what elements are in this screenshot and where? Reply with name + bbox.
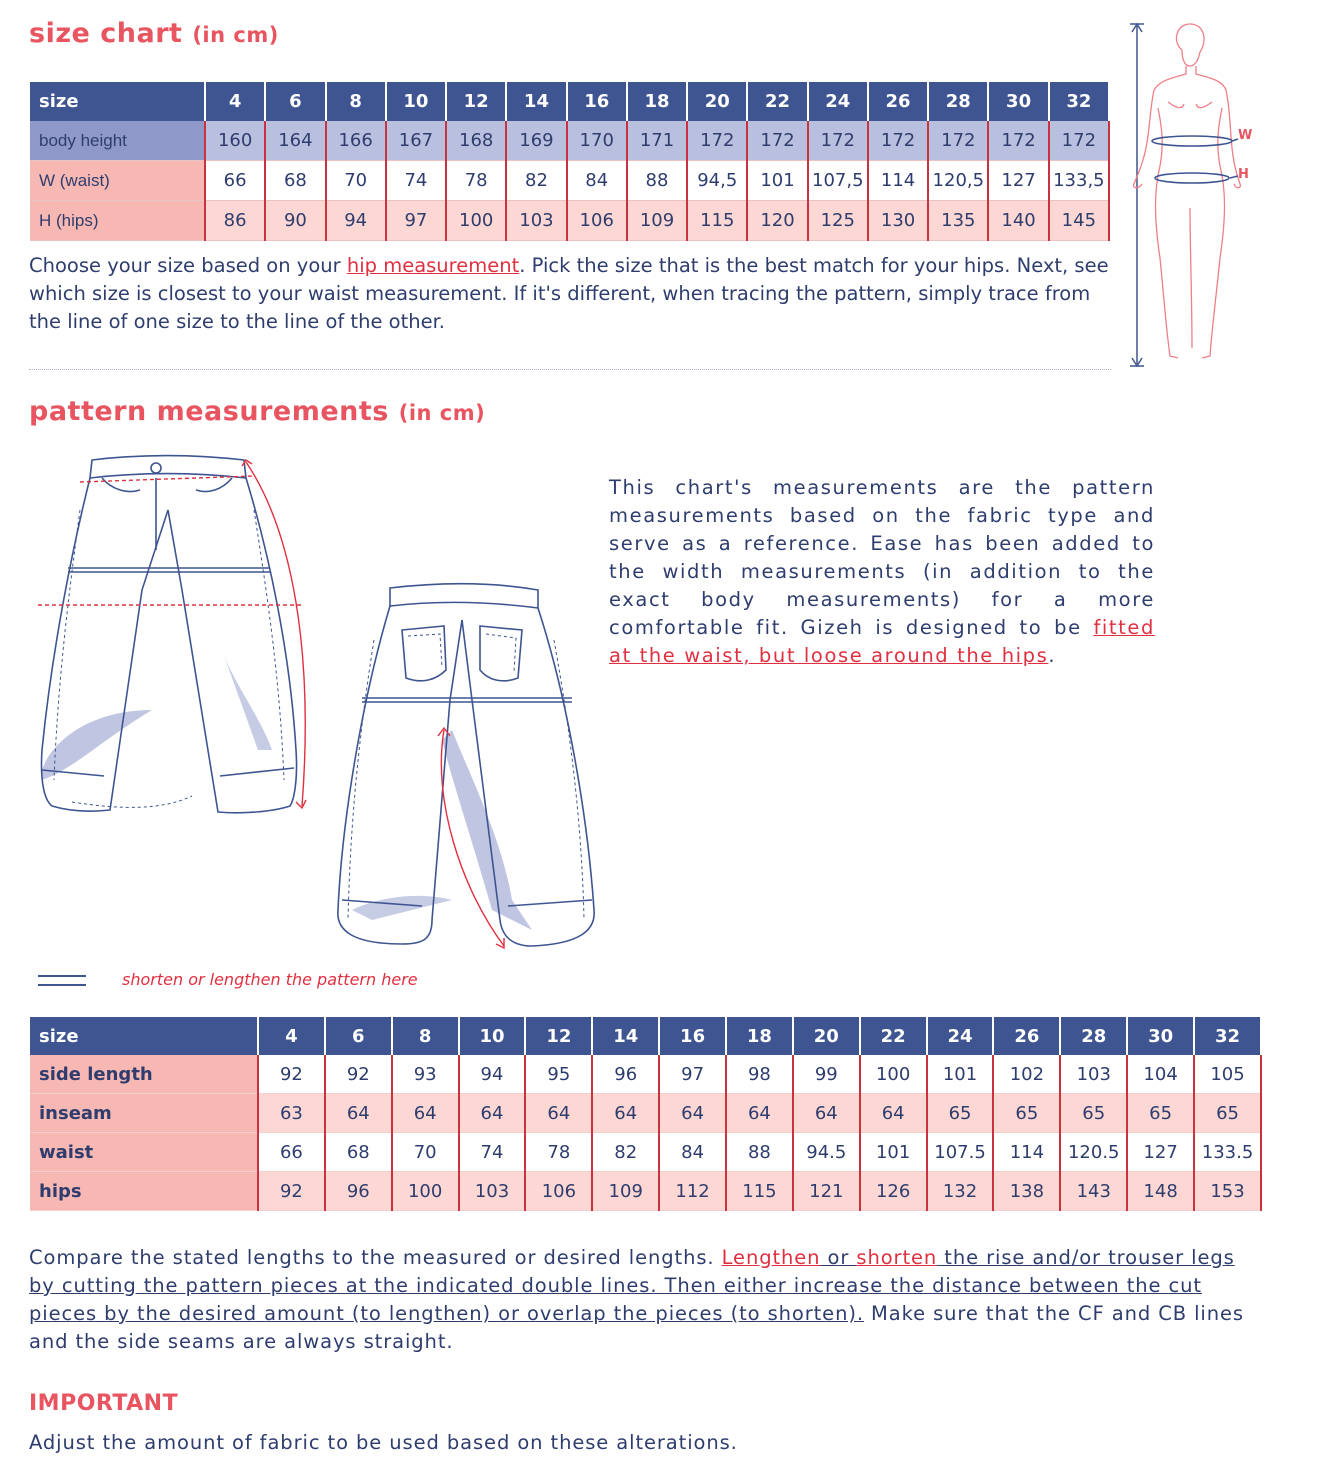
table-cell: 170 xyxy=(567,121,627,161)
table-cell: 172 xyxy=(868,121,928,161)
table-cell: 68 xyxy=(265,161,325,201)
table-cell: 112 xyxy=(659,1172,726,1211)
size-header-cell: 20 xyxy=(687,82,747,121)
size-header-cell: 10 xyxy=(459,1017,526,1055)
table-cell: 74 xyxy=(459,1133,526,1172)
size-header-cell: 22 xyxy=(860,1017,927,1055)
table-cell: 68 xyxy=(325,1133,392,1172)
table-cell: 94,5 xyxy=(687,161,747,201)
table-cell: 143 xyxy=(1060,1172,1127,1211)
table-cell: 84 xyxy=(567,161,627,201)
size-chart-row-body-height xyxy=(30,121,1109,161)
pattern-table-header-row xyxy=(30,1017,1261,1055)
body-figure-illustration xyxy=(1120,18,1260,378)
table-cell: 168 xyxy=(446,121,506,161)
pattern-description: This chart's measurements are the pattern measurements based on the fabric type and serve as a reference. Ease has been added to the width measurements (in addition to the exact body measurements) for a more comfortable fit. Gizeh is designed to be fitted at the waist, but loose around the hips. xyxy=(609,476,1155,667)
size-chart-table xyxy=(30,82,1110,241)
table-cell: 88 xyxy=(726,1133,793,1172)
table-cell: 153 xyxy=(1194,1172,1261,1211)
table-cell: 92 xyxy=(258,1172,325,1211)
pattern-row-hips xyxy=(30,1172,1261,1211)
table-cell: 95 xyxy=(525,1055,592,1094)
table-cell: 103 xyxy=(506,201,566,241)
size-header-cell: 32 xyxy=(1194,1017,1261,1055)
table-cell: 66 xyxy=(205,161,265,201)
table-cell: 78 xyxy=(446,161,506,201)
table-cell: 64 xyxy=(392,1094,459,1133)
size-header-cell: 30 xyxy=(1127,1017,1194,1055)
table-cell: 109 xyxy=(592,1172,659,1211)
table-cell: 104 xyxy=(1127,1055,1194,1094)
table-cell: 98 xyxy=(726,1055,793,1094)
table-cell: 115 xyxy=(726,1172,793,1211)
pattern-row-side-length xyxy=(30,1055,1261,1094)
row-label: body height xyxy=(30,121,205,161)
size-header-cell: 14 xyxy=(592,1017,659,1055)
pattern-row-waist xyxy=(30,1133,1261,1172)
hips-marker-label: H xyxy=(1238,167,1249,182)
table-cell: 120 xyxy=(747,201,807,241)
section-divider xyxy=(29,369,1111,370)
table-cell: 102 xyxy=(993,1055,1060,1094)
fitted-waist-loose-hips-link[interactable]: fitted at the waist, but loose around the hips xyxy=(609,616,1155,667)
size-chart-row-waist xyxy=(30,161,1109,201)
row-label: H (hips) xyxy=(30,201,205,241)
size-header-cell: 32 xyxy=(1049,82,1109,121)
size-header-cell: 26 xyxy=(993,1017,1060,1055)
table-cell: 101 xyxy=(860,1133,927,1172)
table-cell: 103 xyxy=(1060,1055,1127,1094)
hip-measurement-link[interactable]: hip measurement xyxy=(346,254,520,277)
table-cell: 105 xyxy=(1194,1055,1261,1094)
table-cell: 100 xyxy=(446,201,506,241)
size-header-cell: 8 xyxy=(326,82,386,121)
table-cell: 65 xyxy=(1194,1094,1261,1133)
size-header-cell: 24 xyxy=(808,82,868,121)
table-cell: 145 xyxy=(1049,201,1109,241)
table-cell: 100 xyxy=(860,1055,927,1094)
table-cell: 148 xyxy=(1127,1172,1194,1211)
table-cell: 78 xyxy=(525,1133,592,1172)
table-cell: 90 xyxy=(265,201,325,241)
size-header-cell: 18 xyxy=(726,1017,793,1055)
size-header-cell: 12 xyxy=(525,1017,592,1055)
size-chart-header-row xyxy=(30,82,1109,121)
table-cell: 96 xyxy=(325,1172,392,1211)
table-cell: 97 xyxy=(659,1055,726,1094)
double-line-legend-icon xyxy=(38,975,86,986)
important-text: Adjust the amount of fabric to be used based on these alterations. xyxy=(29,1431,738,1454)
table-cell: 130 xyxy=(868,201,928,241)
size-chart-instructions: Choose your size based on your hip measurement. Pick the size that is the best match for your hips. Next, see which size is closest to your waist measurement. If it's different, when tracing the pattern, simply trace from the line of one size to the line of the other. xyxy=(29,254,1109,333)
lengthen-link[interactable]: Lengthen xyxy=(721,1246,821,1269)
size-header-cell: 6 xyxy=(265,82,325,121)
size-header-label: size xyxy=(30,1017,258,1055)
alterations-text: Compare the stated lengths to the measured or desired lengths. Lengthen or shorten the rise and/or trouser legs by cutting the pattern pieces at the indicated double lines. Then either increase the distance between the cut pieces by the desired amount (to lengthen) or overlap the pieces (to shorten). Make sure that the CF and CB lines and the side seams are always straight. xyxy=(29,1246,1244,1353)
table-cell: 164 xyxy=(265,121,325,161)
table-cell: 82 xyxy=(506,161,566,201)
table-cell: 64 xyxy=(325,1094,392,1133)
table-cell: 138 xyxy=(993,1172,1060,1211)
table-cell: 64 xyxy=(459,1094,526,1133)
front-trousers-illustration xyxy=(32,450,322,840)
table-cell: 101 xyxy=(747,161,807,201)
table-cell: 82 xyxy=(592,1133,659,1172)
table-cell: 65 xyxy=(1127,1094,1194,1133)
back-trousers-illustration xyxy=(332,580,602,960)
table-cell: 166 xyxy=(326,121,386,161)
table-cell: 94.5 xyxy=(793,1133,860,1172)
table-cell: 96 xyxy=(592,1055,659,1094)
row-label: hips xyxy=(30,1172,258,1211)
table-cell: 64 xyxy=(793,1094,860,1133)
size-header-cell: 22 xyxy=(747,82,807,121)
table-cell: 63 xyxy=(258,1094,325,1133)
table-cell: 120.5 xyxy=(1060,1133,1127,1172)
table-cell: 114 xyxy=(868,161,928,201)
table-cell: 100 xyxy=(392,1172,459,1211)
table-cell: 93 xyxy=(392,1055,459,1094)
row-label: inseam xyxy=(30,1094,258,1133)
table-cell: 109 xyxy=(627,201,687,241)
table-cell: 84 xyxy=(659,1133,726,1172)
row-label: waist xyxy=(30,1133,258,1172)
size-header-cell: 8 xyxy=(392,1017,459,1055)
table-cell: 94 xyxy=(459,1055,526,1094)
table-cell: 107.5 xyxy=(927,1133,994,1172)
waist-marker-label: W xyxy=(1238,128,1253,143)
size-header-cell: 6 xyxy=(325,1017,392,1055)
table-cell: 70 xyxy=(392,1133,459,1172)
pattern-row-inseam xyxy=(30,1094,1261,1133)
size-header-cell: 30 xyxy=(988,82,1048,121)
size-header-cell: 24 xyxy=(927,1017,994,1055)
size-header-cell: 28 xyxy=(928,82,988,121)
table-cell: 88 xyxy=(627,161,687,201)
size-chart-row-hips xyxy=(30,201,1109,241)
table-cell: 172 xyxy=(687,121,747,161)
table-cell: 101 xyxy=(927,1055,994,1094)
table-cell: 171 xyxy=(627,121,687,161)
table-cell: 127 xyxy=(988,161,1048,201)
legend-text: shorten or lengthen the pattern here xyxy=(122,970,418,989)
table-cell: 127 xyxy=(1127,1133,1194,1172)
size-header-cell: 4 xyxy=(205,82,265,121)
size-header-cell: 12 xyxy=(446,82,506,121)
table-cell: 65 xyxy=(1060,1094,1127,1133)
table-cell: 86 xyxy=(205,201,265,241)
row-label: side length xyxy=(30,1055,258,1094)
size-header-cell: 28 xyxy=(1060,1017,1127,1055)
table-cell: 172 xyxy=(928,121,988,161)
important-heading: IMPORTANT xyxy=(29,1391,179,1416)
size-header-label: size xyxy=(30,82,205,121)
table-cell: 106 xyxy=(567,201,627,241)
table-cell: 70 xyxy=(326,161,386,201)
shorten-link[interactable]: shorten xyxy=(856,1246,938,1269)
size-header-cell: 18 xyxy=(627,82,687,121)
table-cell: 133.5 xyxy=(1194,1133,1261,1172)
table-cell: 64 xyxy=(525,1094,592,1133)
table-cell: 172 xyxy=(1049,121,1109,161)
table-cell: 120,5 xyxy=(928,161,988,201)
table-cell: 92 xyxy=(258,1055,325,1094)
size-header-cell: 26 xyxy=(868,82,928,121)
table-cell: 74 xyxy=(386,161,446,201)
table-cell: 99 xyxy=(793,1055,860,1094)
table-cell: 103 xyxy=(459,1172,526,1211)
table-cell: 114 xyxy=(993,1133,1060,1172)
table-cell: 115 xyxy=(687,201,747,241)
table-cell: 64 xyxy=(592,1094,659,1133)
size-header-cell: 16 xyxy=(567,82,627,121)
size-header-cell: 14 xyxy=(506,82,566,121)
table-cell: 172 xyxy=(808,121,868,161)
table-cell: 126 xyxy=(860,1172,927,1211)
table-cell: 169 xyxy=(506,121,566,161)
table-cell: 140 xyxy=(988,201,1048,241)
table-cell: 107,5 xyxy=(808,161,868,201)
pattern-measurements-table xyxy=(30,1017,1262,1211)
table-cell: 121 xyxy=(793,1172,860,1211)
table-cell: 92 xyxy=(325,1055,392,1094)
table-cell: 172 xyxy=(988,121,1048,161)
table-cell: 125 xyxy=(808,201,868,241)
size-header-cell: 16 xyxy=(659,1017,726,1055)
table-cell: 133,5 xyxy=(1049,161,1109,201)
size-chart-title: size chart (in cm) xyxy=(29,18,279,49)
table-cell: 97 xyxy=(386,201,446,241)
table-cell: 64 xyxy=(726,1094,793,1133)
size-header-cell: 20 xyxy=(793,1017,860,1055)
pattern-measurements-title: pattern measurements (in cm) xyxy=(29,396,486,427)
table-cell: 160 xyxy=(205,121,265,161)
table-cell: 135 xyxy=(928,201,988,241)
table-cell: 132 xyxy=(927,1172,994,1211)
table-cell: 65 xyxy=(927,1094,994,1133)
table-cell: 106 xyxy=(525,1172,592,1211)
table-cell: 172 xyxy=(747,121,807,161)
table-cell: 64 xyxy=(659,1094,726,1133)
table-cell: 167 xyxy=(386,121,446,161)
table-cell: 66 xyxy=(258,1133,325,1172)
size-header-cell: 10 xyxy=(386,82,446,121)
row-label: W (waist) xyxy=(30,161,205,201)
size-header-cell: 4 xyxy=(258,1017,325,1055)
table-cell: 64 xyxy=(860,1094,927,1133)
table-cell: 94 xyxy=(326,201,386,241)
table-cell: 65 xyxy=(993,1094,1060,1133)
